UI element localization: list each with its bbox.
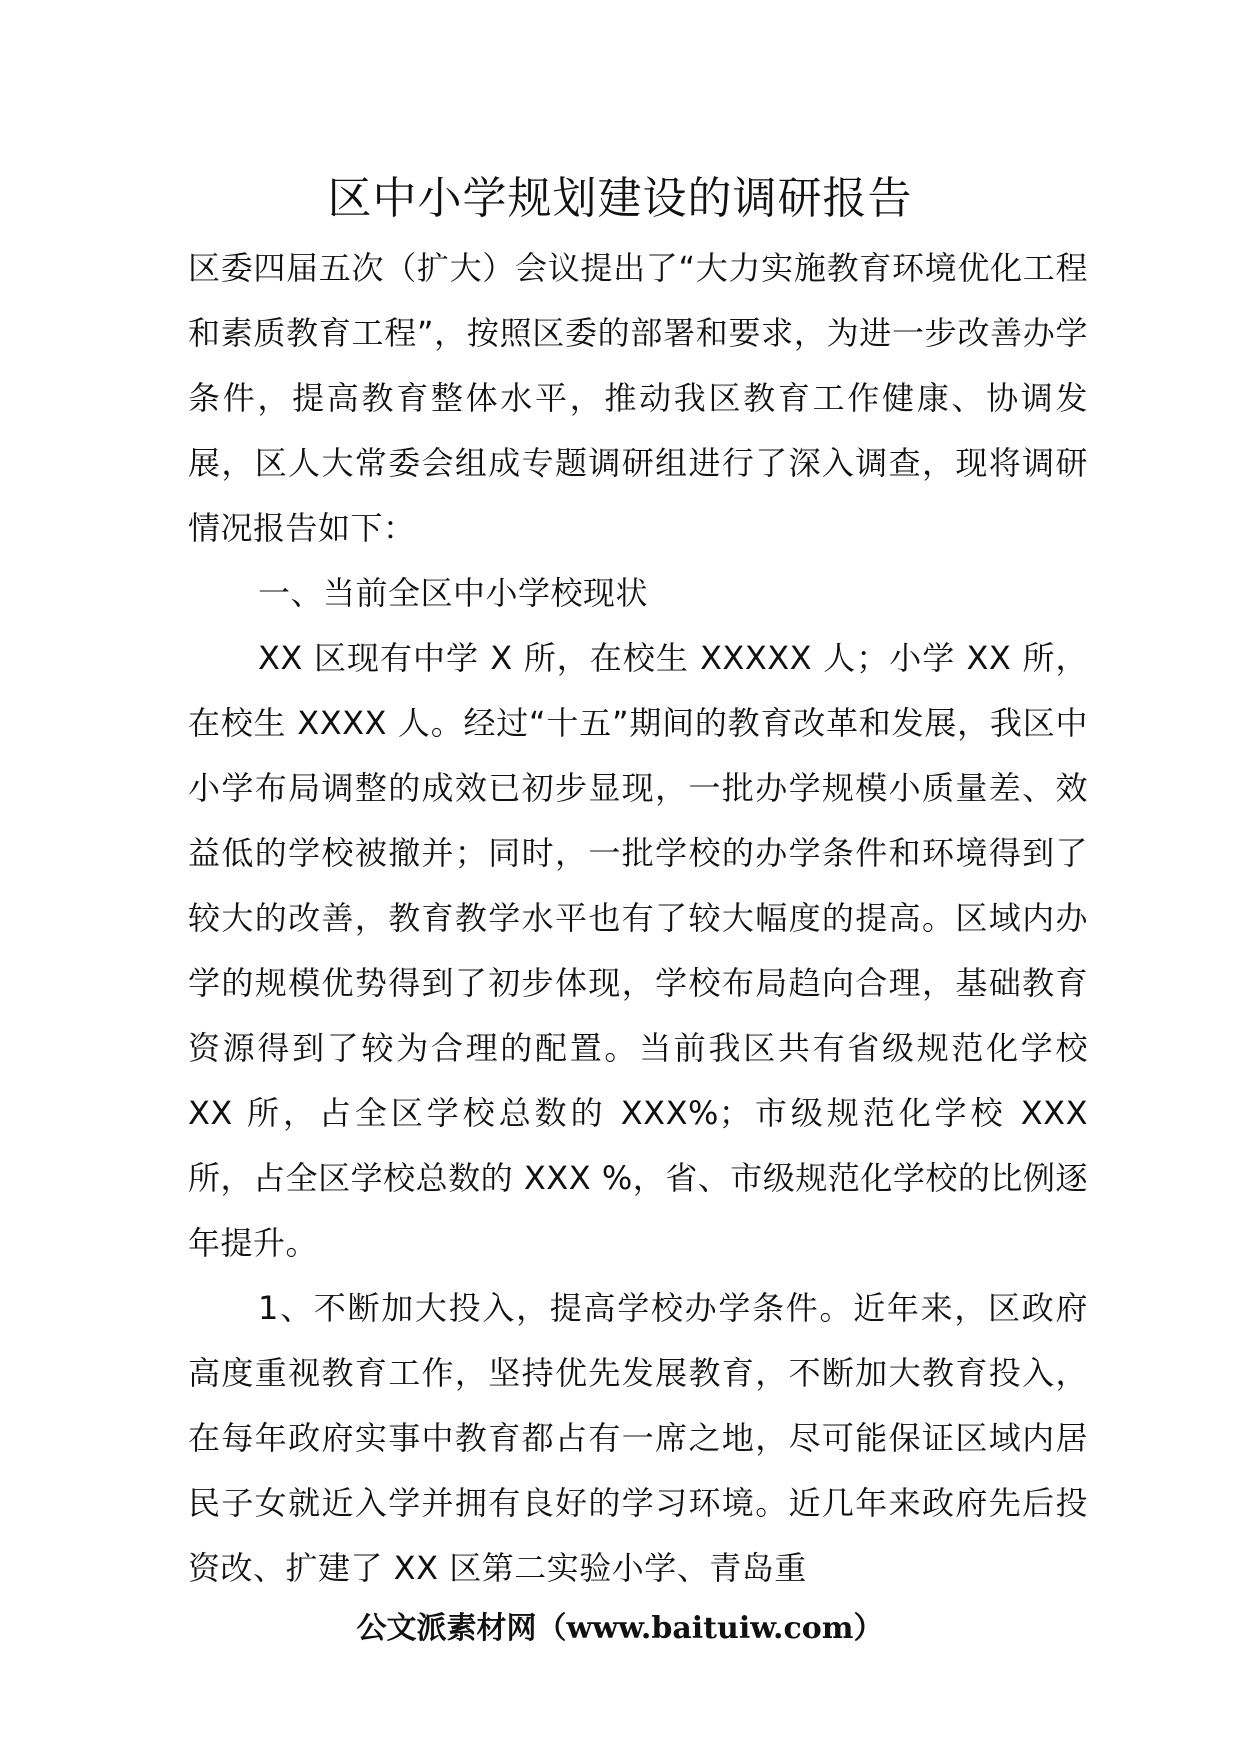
paragraph-status: XX 区现有中学 X 所，在校生 XXXXX 人；小学 XX 所，在校生 XXXX 人。经过“十五”期间的教育改革和发展，我区中小学布局调整的成效已初步显现，一批办学规模小质量差、效益低的学校被撤并；同时，一批学校的办学条件和环境得到了较大的改善，教育教学水平也有了较大幅度的提高。区域内办学的规模优势得到了初步体现，学校布局趋向合理，基础教育资源得到了较为合理的配置。当前我区共有省级规范化学校 XX 所，占全区学校总数的 XXX%；市级规范化学校 XXX 所，占全区学校总数的 XXX %，省、市级规范化学校的比例逐年提升。 [188, 639, 1088, 1262]
paragraph-investment: 1、不断加大投入，提高学校办学条件。近年来，区政府高度重视教育工作，坚持优先发展教育，不断加大教育投入，在每年政府实事中教育都占有一席之地，尽可能保证区域内居民子女就近入学并拥有良好的学习环境。近几年来政府先后投资改、扩建了 XX 区第二实验小学、青岛重 [188, 1289, 1088, 1587]
document-body [188, 236, 1088, 1601]
document-title: 区中小学规划建设的调研报告 [327, 173, 913, 224]
paragraph-intro: 区委四届五次（扩大）会议提出了“大力实施教育环境优化工程和素质教育工程”，按照区委的部署和要求，为进一步改善办学条件，提高教育整体水平，推动我区教育工作健康、协调发展，区人大常委会组成专题调研组进行了深入调查，现将调研情况报告如下： [188, 249, 1088, 547]
section-heading: 一、当前全区中小学校现状 [258, 574, 649, 612]
footer-watermark: 公文派素材网（www.baituiw.com） [356, 1611, 884, 1646]
